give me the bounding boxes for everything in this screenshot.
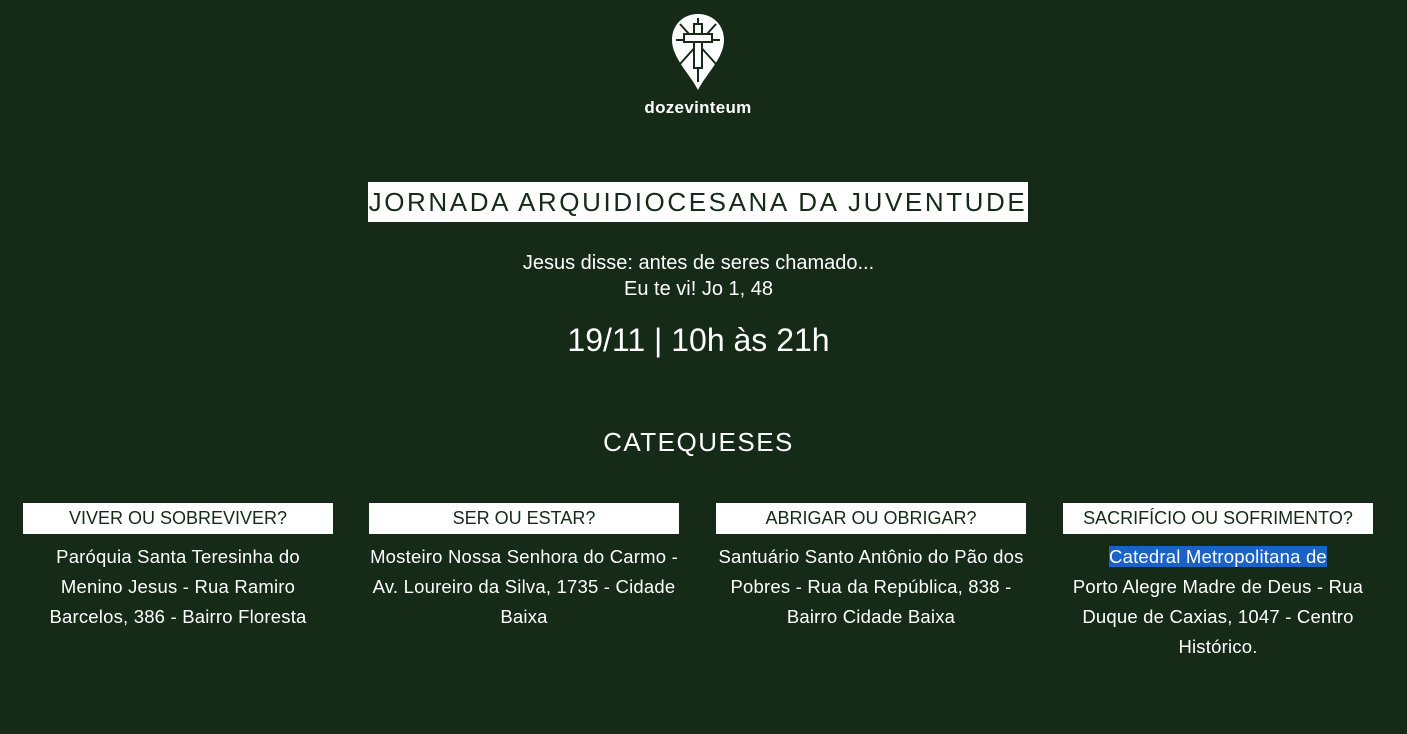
catechesis-location: Mosteiro Nossa Senhora do Carmo - Av. Loureiro da Silva, 1735 - Cidade Baixa: [370, 546, 678, 627]
catechesis-location: Santuário Santo Antônio do Pão dos Pobres - Rua da República, 838 - Bairro Cidade Baixa: [718, 546, 1024, 627]
verse-line-2: Eu te vi! Jo 1, 48: [624, 278, 773, 300]
selected-text[interactable]: Catedral Metropolitana de: [1109, 546, 1327, 567]
event-title: JORNADA ARQUIDIOCESANA DA JUVENTUDE: [368, 182, 1028, 222]
bible-verse: [400, 250, 997, 302]
catechesis-title: ABRIGAR OU OBRIGAR?: [716, 503, 1026, 534]
catechesis-title: VIVER OU SOBREVIVER?: [23, 503, 333, 534]
brand-name: dozevinteum: [644, 98, 752, 117]
verse-line-1: Jesus disse: antes de seres chamado...: [522, 252, 875, 274]
catechesis-title: SACRIFÍCIO OU SOFRIMENTO?: [1063, 503, 1373, 534]
catechesis-title: SER OU ESTAR?: [369, 503, 679, 534]
event-datetime: 19/11 | 10h às 21h: [567, 322, 830, 358]
catechesis-card-1: [23, 503, 333, 632]
catechesis-card-3: [716, 503, 1026, 632]
catechesis-location: [1063, 542, 1373, 662]
catechesis-card-4: [1063, 503, 1373, 662]
cross-pin-icon: [670, 12, 726, 92]
catechesis-location: Paróquia Santa Teresinha do Menino Jesus - Rua Ramiro Barcelos, 386 - Bairro Floresta: [49, 546, 307, 627]
catechesis-card-2: [369, 503, 679, 632]
catechesis-section-title: CATEQUESES: [603, 427, 794, 457]
brand-logo[interactable]: [633, 12, 763, 118]
location-rest: Porto Alegre Madre de Deus - Rua Duque de Caxias, 1047 - Centro Histórico.: [1072, 576, 1364, 657]
